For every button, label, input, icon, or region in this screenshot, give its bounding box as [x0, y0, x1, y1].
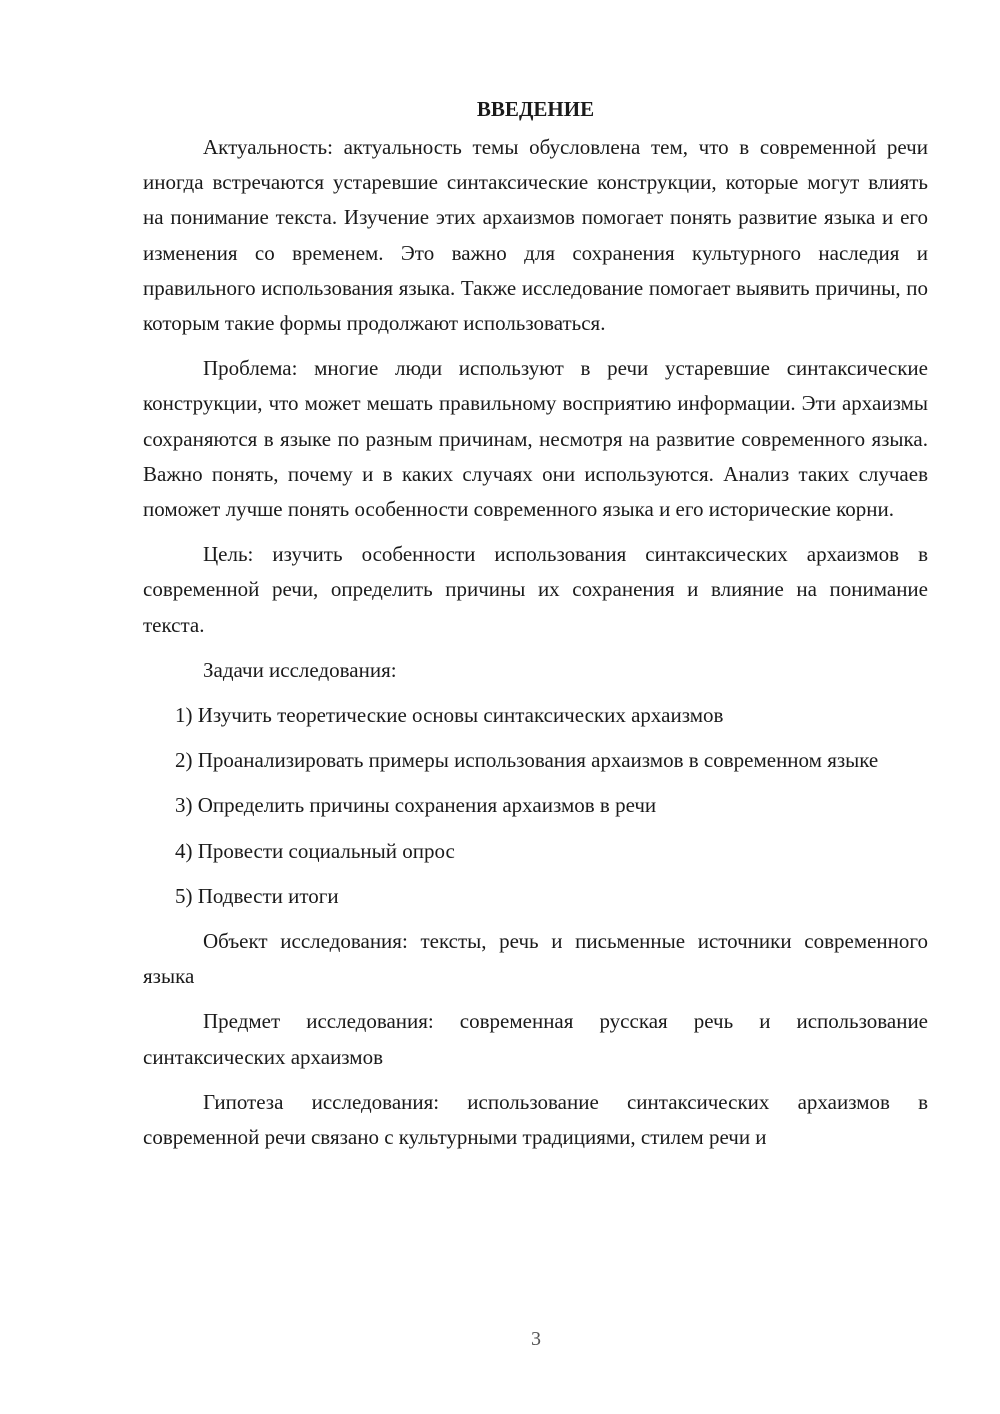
task-item-1: 1) Изучить теоретические основы синтаксических архаизмов [175, 703, 724, 728]
task-item-5: 5) Подвести итоги [175, 883, 339, 908]
subject-paragraph: Предмет исследования: современная русская речь и использование синтаксических архаизмов [143, 1009, 928, 1069]
relevance-paragraph: Актуальность: актуальность темы обусловлена тем, что в современной речи иногда встречаются устаревшие синтаксические конструкции, которые могут влиять на понимание текста. Изучение этих архаизмов помогает понять развитие языка и его изменения со временем. Это важно для сохранения культурного наследия и правильного использования языка. Также исследование помогает выявить причины, по которым такие формы продолжают использоваться. [143, 135, 928, 336]
task-item-4: 4) Провести социальный опрос [175, 838, 455, 863]
task-item-2: 2) Проанализировать примеры использования архаизмов в современном языке [175, 748, 879, 773]
tasks-heading: Задачи исследования: [203, 657, 397, 682]
section-title: ВВЕДЕНИЕ [476, 97, 595, 121]
problem-paragraph: Проблема: многие люди используют в речи устаревшие синтаксические конструкции, что может мешать правильному восприятию информации. Эти архаизмы сохраняются в языке по разным причинам, несмотря на развитие современного языка. Важно понять, почему и в каких случаях они используются. Анализ таких случаев поможет лучше понять особенности современного языка и его исторические корни. [143, 356, 928, 522]
document-page [143, 92, 928, 1165]
page-number: 3 [531, 1328, 541, 1350]
object-paragraph: Объект исследования: тексты, речь и письменные источники современного языка [143, 929, 928, 989]
task-item-3: 3) Определить причины сохранения архаизмов в речи [175, 793, 657, 818]
hypothesis-paragraph: Гипотеза исследования: использование синтаксических архаизмов в современной речи связано с культурными традициями, стилем речи и [143, 1089, 928, 1150]
goal-paragraph: Цель: изучить особенности использования синтаксических архаизмов в современной речи, определить причины их сохранения и влияние на понимание текста. [143, 542, 928, 637]
